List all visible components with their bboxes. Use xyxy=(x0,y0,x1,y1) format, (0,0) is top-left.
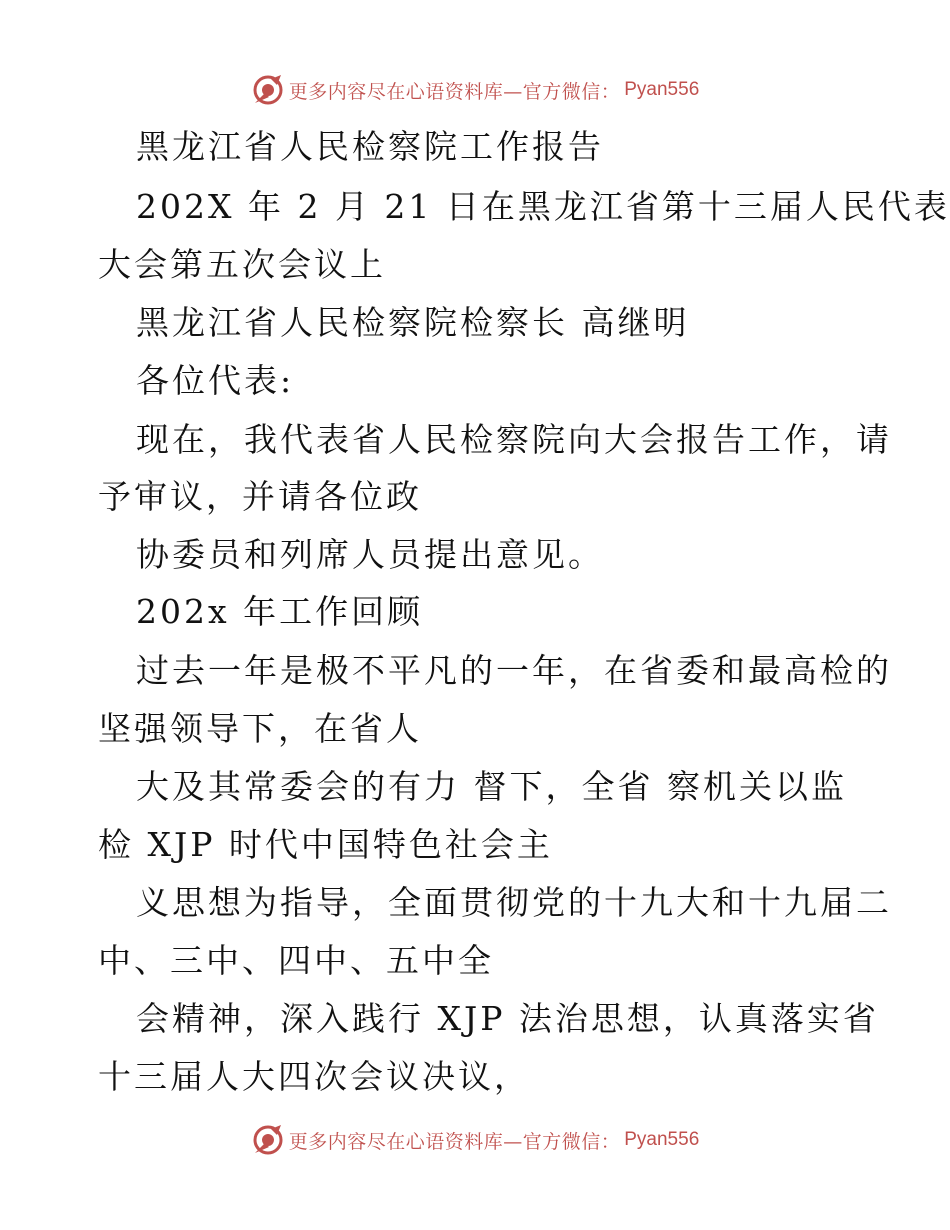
watermark-text: 更多内容尽在心语资料库—官方微信： xyxy=(288,80,621,103)
paragraph-line: 予审议，并请各位政 xyxy=(98,477,422,516)
paragraph-line: 现在，我代表省人民检察院向大会报告工作，请 xyxy=(136,420,892,459)
pen-logo-icon xyxy=(251,1123,285,1157)
paragraph-line: 会精神，深入践行 XJP 法治思想，认真落实省 xyxy=(136,999,879,1038)
section-heading: 202x 年工作回顾 xyxy=(136,592,424,631)
paragraph-line: 大会第五次会议上 xyxy=(98,245,386,284)
paragraph-line: 202X 年 2 月 21 日在黑龙江省第十三届人民代表 xyxy=(136,187,950,226)
paragraph-line: 过去一年是极不平凡的一年，在省委和最高检的 xyxy=(136,651,892,690)
watermark-wechat-id: Pyan556 xyxy=(624,1129,700,1150)
paragraph-line: 坚强领导下，在省人 xyxy=(98,709,422,748)
author-line: 黑龙江省人民检察院检察长 高继明 xyxy=(136,303,690,342)
paragraph-line: 义思想为指导，全面贯彻党的十九大和十九届二 xyxy=(136,883,892,922)
document-title: 黑龙江省人民检察院工作报告 xyxy=(136,127,604,166)
watermark-text: 更多内容尽在心语资料库—官方微信： xyxy=(288,1130,621,1153)
paragraph-line: 十三届人大四次会议决议， xyxy=(98,1057,530,1096)
footer-watermark xyxy=(0,1120,950,1160)
pen-logo-icon xyxy=(251,73,285,107)
watermark-wechat-id: Pyan556 xyxy=(624,79,700,100)
salutation: 各位代表: xyxy=(136,361,295,400)
watermark-group xyxy=(251,1123,700,1157)
paragraph-line: 中、三中、四中、五中全 xyxy=(98,941,494,980)
paragraph-line: 大及其常委会的有力 督下，全省 察机关以监 xyxy=(136,767,847,806)
watermark-group xyxy=(251,73,700,107)
paragraph-line: 检 XJP 时代中国特色社会主 xyxy=(98,825,553,864)
paragraph-line: 协委员和列席人员提出意见。 xyxy=(136,535,604,574)
header-watermark xyxy=(0,70,950,110)
